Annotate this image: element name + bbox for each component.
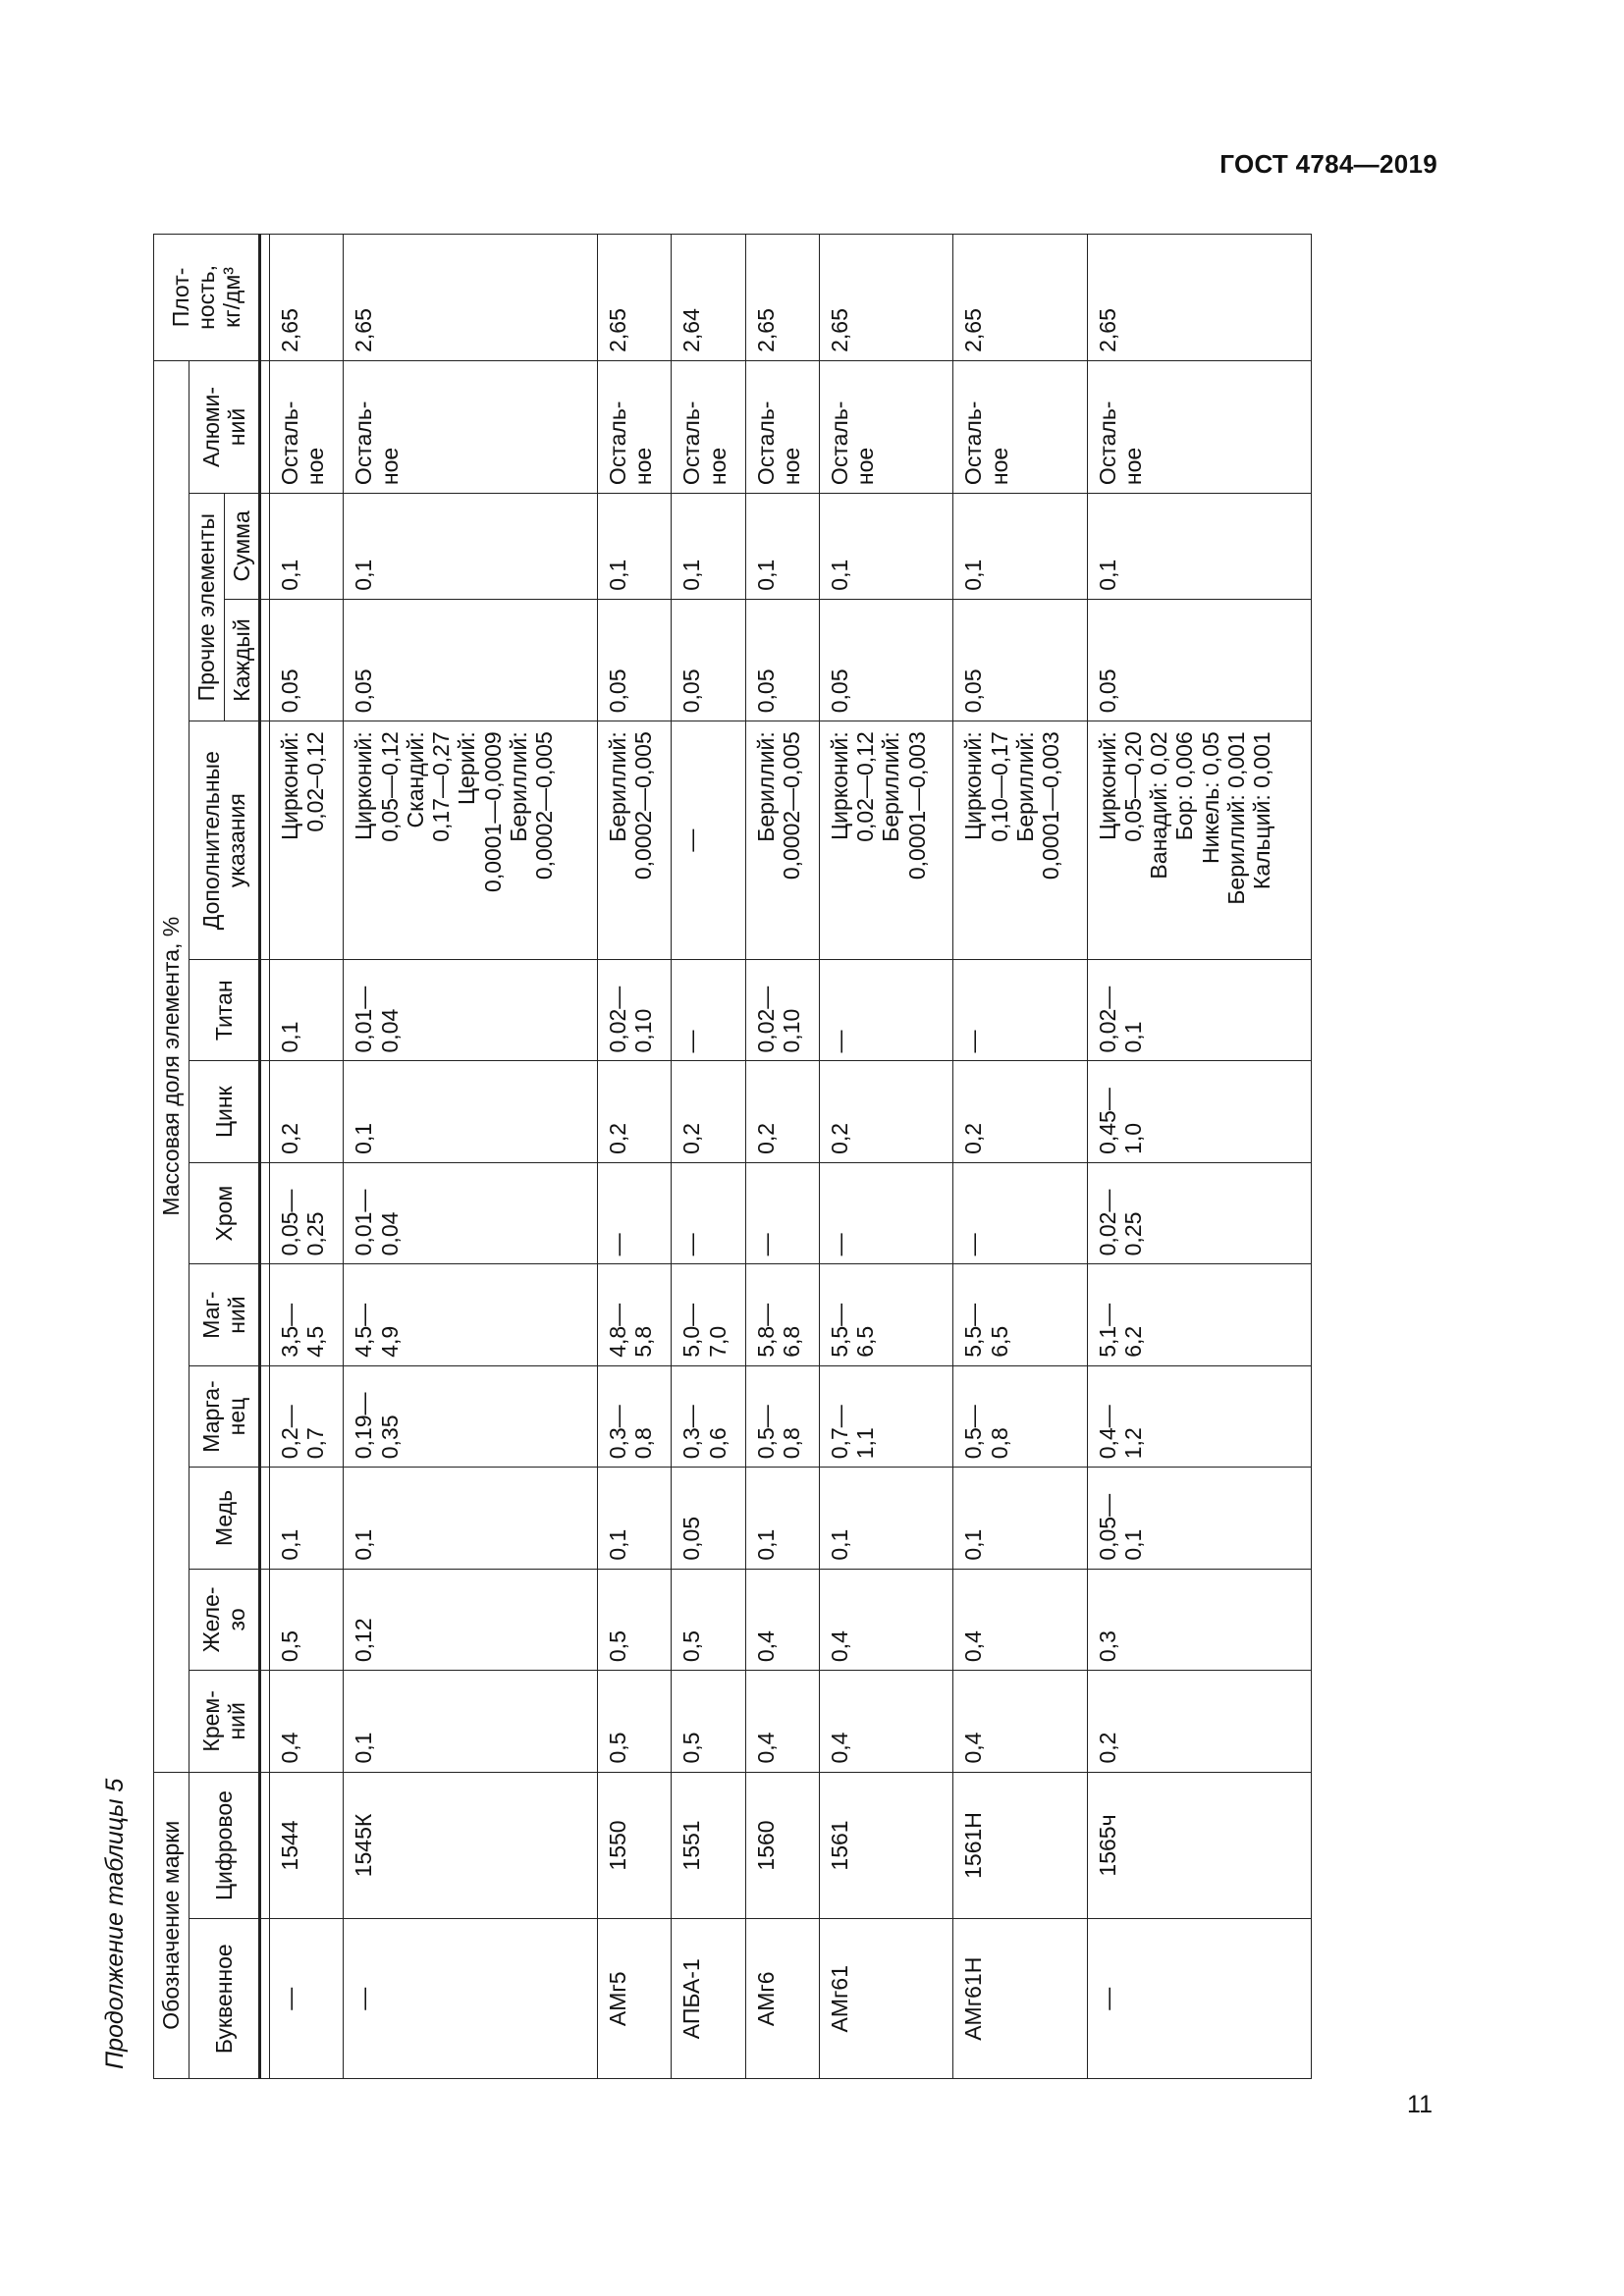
titanium-header: Титан <box>189 960 260 1061</box>
copper-cell: 0,1 <box>270 1468 344 1569</box>
titanium-cell: 0,01— 0,04 <box>344 960 598 1061</box>
each-cell: 0,05 <box>344 599 598 721</box>
chromium-cell: — <box>598 1162 672 1263</box>
alloy-composition-table <box>153 234 1312 2079</box>
letter-cell: АМг5 <box>598 1919 672 2079</box>
letter-cell: АМг6 <box>745 1919 819 2079</box>
density-cell: 2,65 <box>598 235 672 361</box>
manganese-cell: 0,7— 1,1 <box>819 1365 952 1467</box>
iron-cell: 0,4 <box>745 1569 819 1670</box>
density-cell: 2,65 <box>344 235 598 361</box>
zinc-cell: 0,2 <box>819 1061 952 1162</box>
copper-header: Медь <box>189 1468 260 1569</box>
copper-cell: 0,1 <box>819 1468 952 1569</box>
table-body <box>270 235 1312 2079</box>
digital-cell: 1561Н <box>953 1772 1087 1919</box>
magnesium-cell: 5,8— 6,8 <box>745 1264 819 1365</box>
document-code: ГОСТ 4784—2019 <box>1219 149 1437 179</box>
sum-cell: 0,1 <box>1087 494 1311 600</box>
magnesium-cell: 4,8— 5,8 <box>598 1264 672 1365</box>
other-sum-header: Сумма <box>225 494 260 600</box>
sum-cell: 0,1 <box>953 494 1087 600</box>
additional-cell: Цирконий: 0,02—0,12 Бериллий: 0,0001—0,003 <box>819 721 952 960</box>
letter-cell: АМг61 <box>819 1919 952 2079</box>
each-cell: 0,05 <box>270 599 344 721</box>
zinc-cell: 0,2 <box>672 1061 745 1162</box>
table-row <box>745 235 819 2079</box>
each-cell: 0,05 <box>819 599 952 721</box>
silicon-cell: 0,4 <box>819 1671 952 1772</box>
additional-cell: Бериллий: 0,0002—0,005 <box>745 721 819 960</box>
copper-cell: 0,05 <box>672 1468 745 1569</box>
zinc-cell: 0,2 <box>745 1061 819 1162</box>
additional-notes-header: Дополнительные указания <box>189 721 260 960</box>
table-caption: Продолжение таблицы 5 <box>101 1778 129 2069</box>
density-cell: 2,65 <box>819 235 952 361</box>
magnesium-cell: 4,5— 4,9 <box>344 1264 598 1365</box>
zinc-cell: 0,2 <box>953 1061 1087 1162</box>
aluminium-cell: Осталь- ное <box>1087 360 1311 493</box>
table-row <box>270 235 344 2079</box>
page-number: 11 <box>1407 2091 1433 2118</box>
digital-cell: 1561 <box>819 1772 952 1919</box>
iron-cell: 0,5 <box>598 1569 672 1670</box>
letter-cell: — <box>1087 1919 1311 2079</box>
additional-cell: Бериллий: 0,0002—0,005 <box>598 721 672 960</box>
additional-cell: Цирконий: 0,02–0,12 <box>270 721 344 960</box>
aluminium-cell: Осталь- ное <box>745 360 819 493</box>
silicon-cell: 0,5 <box>598 1671 672 1772</box>
chromium-cell: 0,02— 0,25 <box>1087 1162 1311 1263</box>
titanium-cell: 0,02— 0,10 <box>745 960 819 1061</box>
iron-cell: 0,3 <box>1087 1569 1311 1670</box>
chromium-cell: — <box>672 1162 745 1263</box>
manganese-cell: 0,3— 0,8 <box>598 1365 672 1467</box>
letter-cell: — <box>270 1919 344 2079</box>
density-cell: 2,65 <box>270 235 344 361</box>
manganese-cell: 0,4— 1,2 <box>1087 1365 1311 1467</box>
each-cell: 0,05 <box>953 599 1087 721</box>
chromium-cell: — <box>953 1162 1087 1263</box>
mass-fraction-group-header: Массовая доля элемента, % <box>154 360 189 1772</box>
density-header: Плот- ность, кг/дм³ <box>154 235 260 361</box>
iron-cell: 0,5 <box>672 1569 745 1670</box>
digital-cell: 1551 <box>672 1772 745 1919</box>
manganese-cell: 0,5— 0,8 <box>953 1365 1087 1467</box>
chromium-cell: — <box>745 1162 819 1263</box>
silicon-cell: 0,2 <box>1087 1671 1311 1772</box>
digital-designation-header: Цифровое <box>189 1772 260 1919</box>
table-row <box>953 235 1087 2079</box>
iron-header: Желе- зо <box>189 1569 260 1670</box>
digital-cell: 1550 <box>598 1772 672 1919</box>
zinc-cell: 0,2 <box>270 1061 344 1162</box>
each-cell: 0,05 <box>1087 599 1311 721</box>
sum-cell: 0,1 <box>344 494 598 600</box>
aluminium-cell: Осталь- ное <box>344 360 598 493</box>
magnesium-cell: 3,5— 4,5 <box>270 1264 344 1365</box>
other-each-header: Каждый <box>225 599 260 721</box>
other-elements-group-header: Прочие элементы <box>189 494 225 721</box>
sum-cell: 0,1 <box>672 494 745 600</box>
table-row <box>1087 235 1311 2079</box>
copper-cell: 0,1 <box>745 1468 819 1569</box>
sum-cell: 0,1 <box>270 494 344 600</box>
additional-cell: Цирконий: 0,05—0,12 Скандий: 0,17—0,27 Церий: 0,0001—0,0009 Бериллий: 0,0002—0,005 <box>344 721 598 960</box>
density-cell: 2,65 <box>745 235 819 361</box>
silicon-cell: 0,4 <box>270 1671 344 1772</box>
chromium-cell: 0,05— 0,25 <box>270 1162 344 1263</box>
iron-cell: 0,12 <box>344 1569 598 1670</box>
density-cell: 2,65 <box>1087 235 1311 361</box>
iron-cell: 0,4 <box>819 1569 952 1670</box>
titanium-cell: — <box>953 960 1087 1061</box>
additional-cell: Цирконий: 0,05—0,20 Ванадий: 0,02 Бор: 0,006 Никель: 0,05 Бериллий: 0,001 Кальций: 0,001 <box>1087 721 1311 960</box>
titanium-cell: — <box>672 960 745 1061</box>
letter-cell: — <box>344 1919 598 2079</box>
iron-cell: 0,4 <box>953 1569 1087 1670</box>
aluminium-cell: Осталь- ное <box>953 360 1087 493</box>
density-cell: 2,64 <box>672 235 745 361</box>
digital-cell: 1545К <box>344 1772 598 1919</box>
manganese-cell: 0,3— 0,6 <box>672 1365 745 1467</box>
copper-cell: 0,1 <box>598 1468 672 1569</box>
copper-cell: 0,1 <box>953 1468 1087 1569</box>
magnesium-cell: 5,5— 6,5 <box>819 1264 952 1365</box>
copper-cell: 0,05— 0,1 <box>1087 1468 1311 1569</box>
manganese-cell: 0,2— 0,7 <box>270 1365 344 1467</box>
silicon-cell: 0,1 <box>344 1671 598 1772</box>
chromium-cell: — <box>819 1162 952 1263</box>
magnesium-header: Маг- ний <box>189 1264 260 1365</box>
silicon-header: Крем- ний <box>189 1671 260 1772</box>
copper-cell: 0,1 <box>344 1468 598 1569</box>
sum-cell: 0,1 <box>819 494 952 600</box>
digital-cell: 1544 <box>270 1772 344 1919</box>
aluminium-cell: Осталь- ное <box>819 360 952 493</box>
iron-cell: 0,5 <box>270 1569 344 1670</box>
digital-cell: 1565ч <box>1087 1772 1311 1919</box>
letter-cell: АМг61Н <box>953 1919 1087 2079</box>
manganese-cell: 0,5— 0,8 <box>745 1365 819 1467</box>
table-row <box>819 235 952 2079</box>
additional-cell: Цирконий: 0,10—0,17 Бериллий: 0,0001—0,003 <box>953 721 1087 960</box>
zinc-cell: 0,45— 1,0 <box>1087 1061 1311 1162</box>
sum-cell: 0,1 <box>598 494 672 600</box>
letter-designation-header: Буквенное <box>189 1919 260 2079</box>
aluminium-cell: Осталь- ное <box>672 360 745 493</box>
sum-cell: 0,1 <box>745 494 819 600</box>
manganese-header: Марга- нец <box>189 1365 260 1467</box>
table-row <box>672 235 745 2079</box>
each-cell: 0,05 <box>598 599 672 721</box>
chromium-header: Хром <box>189 1162 260 1263</box>
density-cell: 2,65 <box>953 235 1087 361</box>
aluminium-header: Алюми- ний <box>189 360 260 493</box>
aluminium-cell: Осталь- ное <box>270 360 344 493</box>
titanium-cell: 0,02— 0,10 <box>598 960 672 1061</box>
silicon-cell: 0,4 <box>953 1671 1087 1772</box>
chromium-cell: 0,01— 0,04 <box>344 1162 598 1263</box>
designation-group-header: Обозначение марки <box>154 1772 189 2078</box>
table-row <box>344 235 598 2079</box>
silicon-cell: 0,5 <box>672 1671 745 1772</box>
letter-cell: АПБА-1 <box>672 1919 745 2079</box>
magnesium-cell: 5,5— 6,5 <box>953 1264 1087 1365</box>
zinc-header: Цинк <box>189 1061 260 1162</box>
additional-cell: — <box>672 721 745 960</box>
titanium-cell: 0,02— 0,1 <box>1087 960 1311 1061</box>
silicon-cell: 0,4 <box>745 1671 819 1772</box>
digital-cell: 1560 <box>745 1772 819 1919</box>
titanium-cell: 0,1 <box>270 960 344 1061</box>
aluminium-cell: Осталь- ное <box>598 360 672 493</box>
rotated-table-block <box>96 234 1314 2079</box>
zinc-cell: 0,2 <box>598 1061 672 1162</box>
each-cell: 0,05 <box>745 599 819 721</box>
zinc-cell: 0,1 <box>344 1061 598 1162</box>
each-cell: 0,05 <box>672 599 745 721</box>
magnesium-cell: 5,1— 6,2 <box>1087 1264 1311 1365</box>
manganese-cell: 0,19— 0,35 <box>344 1365 598 1467</box>
table-row <box>598 235 672 2079</box>
magnesium-cell: 5,0— 7,0 <box>672 1264 745 1365</box>
header-separator <box>260 235 270 2079</box>
titanium-cell: — <box>819 960 952 1061</box>
